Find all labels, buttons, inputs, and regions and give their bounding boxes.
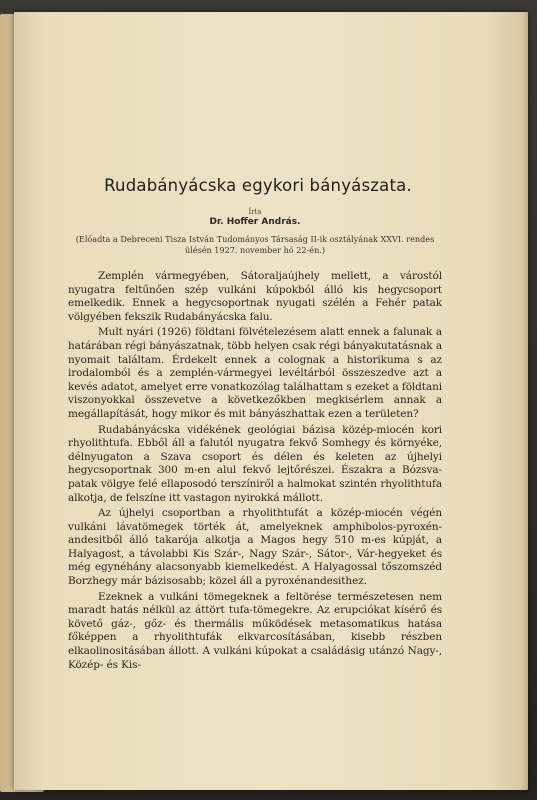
paragraph: Zemplén vármegyében, Sátoraljaújhely mellett, a várostól nyugatra feltűnően szép vulkáni kúpokból álló kis hegycsoport emelkedik. Ennek a hegycsoportnak nyugati szélén a Fehér patak völgyében fekszik Rudabányácska falu. — [68, 270, 442, 323]
article-title: Rudabányácska egykori bányászata. — [104, 176, 412, 195]
paragraph: Ezeknek a vulkáni tömegeknek a feltörése természetesen nem maradt hatás nélkül az áttört tufa-tömegekre. Az erupciókat kísérő és követő gáz-, gőz- és thermális működések metasomatikus hatása főképpen a rhyolithtufák elkvarcosításában, kisebb részben elkaolinositásában állott. A vulkáni kúpokat a családásig utánzó Nagy-, Közép- és Kis- — [68, 590, 442, 671]
article-body — [68, 270, 442, 672]
presentation-note: (Előadta a Debreceni Tisza István Tudományos Társaság II-ik osztályának XXVI. rendes ülésén 1927. november hó 22-én.) — [75, 234, 435, 255]
paragraph: Az újhelyi csoportban a rhyolithtufát a közép-miocén végén vulkáni lávatömegek törték át, amelyeknek amphibolos-pyroxén-andesitből álló takarója alkotja a Magos hegy 510 m-es kúpját, a Halyagost, a távolabbi Kis Szár-, Nagy Szár-, Sátor-, Vár-hegyeket és még egynéhány alacsonyabb kiemelkedést. A Halyagossal tőszomszéd Borzhegy már bázisosabb; közel áll a pyroxénandesithez. — [68, 507, 442, 588]
page-edge-shadow — [522, 12, 528, 790]
paragraph: Rudabányácska vidékének geológiai bázisa közép-miocén kori rhyolithtufa. Ebből áll a falutól nyugatra fekvő Somhegy és környéke, délnyugaton a Szava csoport és délen és keleten az újhelyi hegycsoportnak 300 m-en alul fekvő lejtőrészei. Északra a Bózsva-patak völgye felé ellaposodó terszíniről a halmokat szintén rhyolithtufa alkotja, de felszíne itt vastagon nyirokká mállott. — [68, 423, 442, 504]
byline-label: Írta — [248, 208, 262, 216]
paragraph: Mult nyári (1926) földtani fölvételezésem alatt ennek a falunak a határában régi bányászatnak, több helyen csak régi bányakutatásnak a nyomait találtam. Érdekelt ennek a colognak a historikuma s az irodalomból és a zemplén-vármegyei levéltárból összeszedve azt a kevés adatot, amelyet erre vonatkozólag találhattam s ezeket a földtani viszonyokkal összevetve a következőkben megkisérlem annak a megállapítását, hogy mikor és mit bányászhattak ezen a területen? — [68, 326, 442, 420]
article — [68, 176, 442, 672]
author-name: Dr. Hoffer András. — [209, 217, 301, 227]
